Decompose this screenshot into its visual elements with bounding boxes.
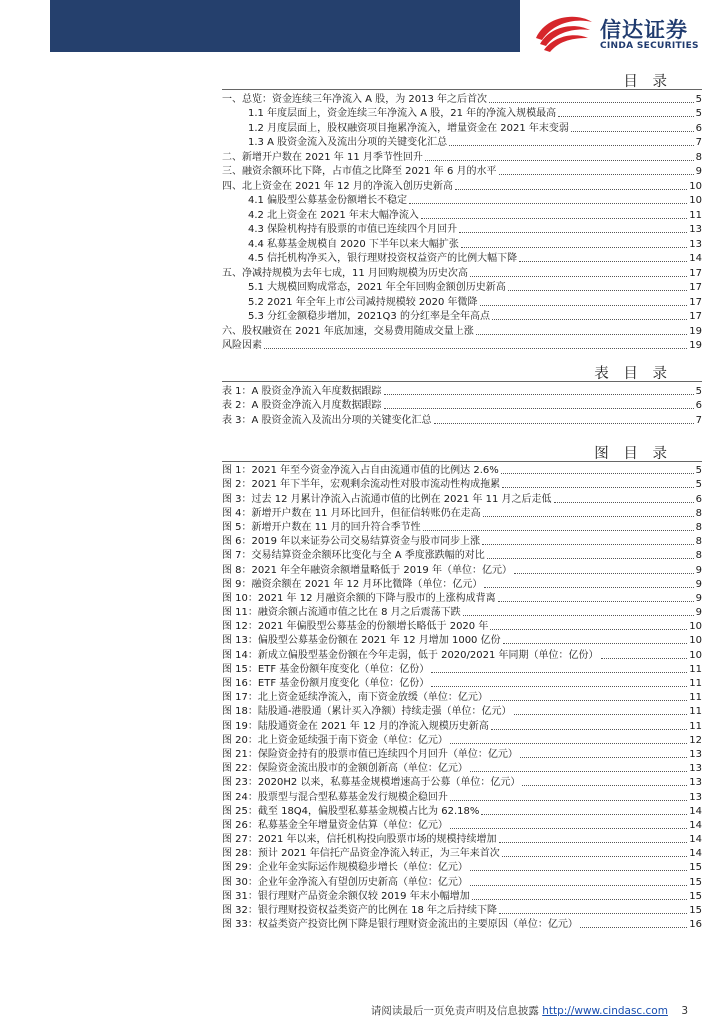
figure-entry-label: 图 31：银行理财产品资金余额仅较 2019 年末小幅增加 <box>222 890 470 902</box>
toc-entry-label: 1.2 月度层面上，股权融资项目拖累净流入，增量资金在 2021 年末变弱 <box>248 122 569 134</box>
figure-entry-label: 图 14：新成立偏股型基金份额在今年走弱，低于 2020/2021 年同期（单位：亿份） <box>222 649 599 661</box>
figure-entry-page: 14 <box>689 819 702 831</box>
figure-entry[interactable] <box>222 562 702 576</box>
dot-leader <box>482 544 693 545</box>
figure-entry-label: 图 16：ETF 基金份额月度变化（单位：亿份） <box>222 678 430 689</box>
figure-entry-label: 图 13：偏股型公募基金份额在 2021 年 12 月增加 1000 亿份 <box>222 635 501 647</box>
figure-entry-page: 14 <box>689 848 702 860</box>
table-entry-page: 5 <box>695 385 702 397</box>
toc-entry-page: 19 <box>689 325 702 337</box>
dot-leader <box>470 276 687 277</box>
toc-entry-label: 5.2 2021 年全年上市公司减持规模较 2020 年微降 <box>248 296 478 308</box>
figure-entry-label: 图 9：融资余额在 2021 年 12 月环比微降（单位：亿元） <box>222 578 483 590</box>
figure-entry[interactable] <box>222 718 702 732</box>
toc-entry[interactable] <box>222 338 702 353</box>
dot-leader <box>450 828 687 829</box>
figure-entry-label: 图 24：股票型与混合型私募基金发行规模企稳回升 <box>222 791 448 803</box>
dot-leader <box>484 587 693 588</box>
figure-entry-label: 图 6：2019 年以来证券公司交易结算资金与股市同步上涨 <box>222 536 481 548</box>
table-entry-page: 7 <box>695 414 702 426</box>
figure-entry-label: 图 19：陆股通资金在 2021 年 12 月的净流入规模历史新高 <box>222 720 489 732</box>
dot-leader <box>470 771 687 772</box>
figure-entry[interactable] <box>222 477 702 491</box>
dot-leader <box>522 785 687 786</box>
dot-leader <box>502 487 693 488</box>
figure-entry-page: 11 <box>689 720 702 732</box>
toc-entry-label: 1.1 年度层面上，资金连续三年净流入 A 股，21 年的净流入规模最高 <box>248 108 557 119</box>
figures-list <box>222 463 702 931</box>
figure-entry-label: 图 27：2021 年以来，信托机构投向股票市场的规模持续增加 <box>222 834 497 846</box>
dot-leader <box>492 319 687 320</box>
table-entry-label: 表 3：A 股资金流入及流出分项的关键变化汇总 <box>222 414 432 426</box>
dot-leader <box>580 927 687 928</box>
figure-entry-page: 9 <box>695 564 702 576</box>
toc-entry-label: 风险因素 <box>222 340 262 351</box>
dot-leader <box>508 290 688 291</box>
dot-leader <box>472 899 688 900</box>
toc-divider <box>222 89 702 90</box>
dot-leader <box>483 516 694 517</box>
dot-leader <box>490 700 687 701</box>
toc-entry-label: 5.3 分红金额稳步增加，2021Q3 的分红率是全年高点 <box>248 311 490 322</box>
figures-title: 图 目 录 <box>594 446 672 462</box>
dot-leader <box>431 672 687 673</box>
figure-entry-label: 图 7：交易结算资金余额环比变化与全 A 季度涨跌幅的对比 <box>222 550 485 562</box>
dot-leader <box>384 408 694 409</box>
dot-leader <box>423 530 694 531</box>
dot-leader <box>470 885 687 886</box>
figure-entry-page: 13 <box>689 763 702 775</box>
logo-english-name: CINDA SECURITIES <box>600 41 699 51</box>
figure-entry-label: 图 17：北上资金延续净流入，南下资金放缓（单位：亿元） <box>222 692 488 704</box>
figure-entry-page: 8 <box>695 536 702 548</box>
toc-entry-page: 17 <box>689 296 702 308</box>
dot-leader <box>470 870 687 871</box>
toc-entry-page: 8 <box>695 151 702 163</box>
figure-entry-page: 9 <box>695 578 702 590</box>
dot-leader <box>571 131 694 132</box>
figure-entry-label: 图 28：预计 2021 年信托产品资金净流入转正，为三年来首次 <box>222 848 500 860</box>
figure-entry[interactable] <box>222 619 702 633</box>
figure-entry[interactable] <box>222 491 702 505</box>
figure-entry[interactable] <box>222 662 702 676</box>
cinda-logo <box>532 12 712 52</box>
logo-mark-icon <box>532 12 594 52</box>
toc-entry[interactable] <box>222 164 702 179</box>
dot-leader <box>499 174 694 175</box>
table-entry[interactable] <box>222 412 702 427</box>
dot-leader <box>520 757 687 758</box>
dot-leader <box>459 232 687 233</box>
toc-entry[interactable] <box>222 207 702 222</box>
toc-entry[interactable] <box>222 222 702 237</box>
dot-leader <box>499 842 688 843</box>
toc-entry-page: 17 <box>689 267 702 279</box>
figure-entry-page: 13 <box>689 791 702 803</box>
dot-leader <box>450 800 687 801</box>
figure-entry[interactable] <box>222 463 702 477</box>
table-entry-page: 6 <box>695 400 702 411</box>
page-number: 3 <box>681 1005 688 1017</box>
toc-entry-page: 14 <box>689 253 702 264</box>
toc-entry[interactable] <box>222 149 702 164</box>
dot-leader <box>558 116 693 117</box>
figure-entry-label: 图 20：北上资金延续强于南下资金（单位：亿元） <box>222 734 448 746</box>
figure-entry-page: 8 <box>695 521 702 533</box>
figure-entry[interactable] <box>222 690 702 704</box>
figure-entry[interactable] <box>222 860 702 874</box>
figure-entry-label: 图 26：私募基金全年增量资金估算（单位：亿元） <box>222 819 448 831</box>
tables-title: 表 目 录 <box>594 366 672 382</box>
figure-entry[interactable] <box>222 647 702 661</box>
figure-entry[interactable] <box>222 818 702 832</box>
figure-entry-label: 图 4：新增开户数在 11 月环比回升，但征信转账仍在走高 <box>222 507 481 519</box>
figure-entry-page: 15 <box>689 890 702 902</box>
figure-entry-page: 8 <box>695 550 702 562</box>
figure-entry[interactable] <box>222 548 702 562</box>
toc-entry-label: 三、融资余额环比下降，占市值之比降至 2021 年 6 月的水平 <box>222 166 497 177</box>
toc-entry-page: 11 <box>689 209 702 221</box>
table-entry-label: 表 2：A 股资金净流入月度数据跟踪 <box>222 400 382 411</box>
header-bar <box>50 0 520 52</box>
toc-entry[interactable] <box>222 91 702 106</box>
page-footer <box>371 1003 688 1018</box>
figure-entry[interactable] <box>222 676 702 690</box>
dot-leader <box>434 423 694 424</box>
figure-entry[interactable] <box>222 747 702 761</box>
toc-entry-label: 五、净减持规模为去年七成，11 月回购规模为历史次高 <box>222 267 468 279</box>
toc-entry[interactable] <box>222 236 702 251</box>
figure-entry-label: 图 15：ETF 基金份额年度变化（单位：亿份） <box>222 663 430 675</box>
figure-entry[interactable] <box>222 591 702 605</box>
dot-leader <box>499 913 687 914</box>
figure-entry[interactable] <box>222 789 702 803</box>
figure-entry-label: 图 22：保险资金流出股市的金额创新高（单位：亿元） <box>222 763 468 775</box>
figure-entry[interactable] <box>222 733 702 747</box>
dot-leader <box>487 558 694 559</box>
dot-leader <box>463 615 694 616</box>
dot-leader <box>449 145 694 146</box>
tables-list <box>222 383 702 427</box>
table-entry[interactable] <box>222 398 702 413</box>
figure-entry-label: 图 21：保险资金持有的股票市值已连续四个月回升（单位：亿元） <box>222 748 518 760</box>
dot-leader <box>431 686 687 687</box>
figure-entry-label: 图 10：2021 年 12 月融资余额的下降与股市的上涨构成背离 <box>222 592 496 604</box>
toc-entry-label: 一、总览：资金连续三年净流入 A 股，为 2013 年之后首次 <box>222 93 488 105</box>
dot-leader <box>501 473 694 474</box>
figure-entry-label: 图 32：银行理财投资权益类资产的比例在 18 年之后持续下降 <box>222 905 497 916</box>
toc-entry-label: 4.3 保险机构持有股票的市值已连续四个月回升 <box>248 224 458 235</box>
table-entry-label: 表 1：A 股资金净流入年度数据跟踪 <box>222 385 382 397</box>
figure-entry[interactable] <box>222 761 702 775</box>
figure-entry-page: 5 <box>695 465 702 477</box>
toc-entry[interactable] <box>222 251 702 266</box>
figure-entry-label: 图 12：2021 年偏股型公募基金的份额增长略低于 2020 年 <box>222 621 489 633</box>
figure-entry[interactable] <box>222 704 702 718</box>
logo-chinese-name: 信达证券 <box>600 18 688 42</box>
figure-entry-label: 图 23：2020H2 以来，私募基金规模增速高于公募（单位：亿元） <box>222 777 521 789</box>
dot-leader <box>554 502 694 503</box>
figure-entry-page: 16 <box>689 919 702 931</box>
figure-entry[interactable] <box>222 577 702 591</box>
toc-entry[interactable] <box>222 294 702 309</box>
tables-divider <box>222 381 702 382</box>
toc-entry-page: 9 <box>695 166 702 177</box>
dot-leader <box>490 629 687 630</box>
dot-leader <box>461 247 687 248</box>
toc-entry[interactable] <box>222 265 702 280</box>
dot-leader <box>264 348 687 349</box>
dot-leader <box>519 261 687 262</box>
toc-entry[interactable] <box>222 135 702 150</box>
toc-entry[interactable] <box>222 309 702 324</box>
figure-entry-page: 15 <box>689 905 702 916</box>
toc-entry-page: 17 <box>689 311 702 322</box>
figure-entry-label: 图 11：融资余额占流通市值之比在 8 月之后震荡下跌 <box>222 607 461 619</box>
dot-leader <box>498 601 694 602</box>
toc-entry[interactable] <box>222 178 702 193</box>
figure-entry[interactable] <box>222 846 702 860</box>
toc-entry-page: 10 <box>689 180 702 192</box>
dot-leader <box>502 856 688 857</box>
toc-entry-page: 13 <box>689 224 702 235</box>
figure-entry-label: 图 5：新增开户数在 11 月的回升符合季节性 <box>222 521 421 533</box>
toc-entry-page: 13 <box>689 238 702 250</box>
figure-entry-page: 15 <box>689 876 702 888</box>
toc-entry-label: 四、北上资金在 2021 年 12 月的净流入创历史新高 <box>222 180 453 192</box>
figure-entry-page: 10 <box>689 635 702 647</box>
dot-leader <box>384 394 694 395</box>
figure-entry[interactable] <box>222 804 702 818</box>
toc-entry-page: 19 <box>689 340 702 351</box>
figure-entry-page: 13 <box>689 777 702 789</box>
toc-entry[interactable] <box>222 120 702 135</box>
disclaimer-note: 请阅读最后一页免责声明及信息披露 <box>370 1005 539 1017</box>
toc-entry[interactable] <box>222 193 702 208</box>
figure-entry-page: 8 <box>695 507 702 519</box>
figure-entry-page: 10 <box>689 621 702 633</box>
toc-entry-label: 4.4 私募基金规模自 2020 下半年以来大幅扩张 <box>248 238 459 250</box>
figure-entry[interactable] <box>222 775 702 789</box>
figure-entry[interactable] <box>222 633 702 647</box>
toc-entry-page: 6 <box>695 122 702 134</box>
toc-entry-page: 5 <box>695 93 702 105</box>
figure-entry[interactable] <box>222 520 702 534</box>
toc-entry-label: 二、新增开户数在 2021 年 11 月季节性回升 <box>222 151 423 163</box>
dot-leader <box>409 203 687 204</box>
figure-entry-page: 15 <box>689 862 702 874</box>
figure-entry-page: 11 <box>689 678 702 689</box>
toc-entry-label: 5.1 大规模回购成常态，2021 年全年回购金额创历史新高 <box>248 282 506 293</box>
figure-entry-page: 9 <box>695 607 702 619</box>
toc-entry-page: 7 <box>695 137 702 148</box>
toc-entry-label: 4.5 信托机构净买入，银行理财投资权益资产的比例大幅下降 <box>248 253 518 264</box>
figure-entry-label: 图 8：2021 年全年融资余额增量略低于 2019 年（单位：亿元） <box>222 564 512 576</box>
figure-entry-page: 14 <box>689 805 702 817</box>
figure-entry-label: 图 1：2021 年至今资金净流入占自由流通市值的比例达 2.6% <box>222 465 499 477</box>
figure-entry-label: 图 3：过去 12 月累计净流入占流通市值的比例在 2021 年 11 月之后走低 <box>222 493 552 505</box>
figure-entry-label: 图 30：企业年金净流入有望创历史新高（单位：亿元） <box>222 876 468 888</box>
figure-entry[interactable] <box>222 903 702 917</box>
toc-list <box>222 91 702 352</box>
toc-title: 目 录 <box>623 74 672 90</box>
dot-leader <box>514 573 694 574</box>
dot-leader <box>514 714 688 715</box>
dot-leader <box>481 814 687 815</box>
toc-entry-page: 5 <box>695 108 702 119</box>
toc-entry-page: 17 <box>689 282 702 293</box>
figures-divider <box>222 461 702 462</box>
figure-entry[interactable] <box>222 832 702 846</box>
toc-entry-page: 10 <box>689 195 702 206</box>
dot-leader <box>601 658 688 659</box>
figure-entry-page: 9 <box>695 592 702 604</box>
dot-leader <box>476 334 687 335</box>
figure-entry[interactable] <box>222 605 702 619</box>
figure-entry-label: 图 2：2021 年下半年，宏观剩余流动性对股市流动性构成拖累 <box>222 479 501 491</box>
figure-entry-page: 6 <box>695 493 702 505</box>
figure-entry-page: 12 <box>689 734 702 746</box>
website-link[interactable]: http://www.cindasc.com <box>542 1005 668 1017</box>
figure-entry-page: 10 <box>689 649 702 661</box>
figure-entry-label: 图 33：权益类资产投资比例下降是银行理财资金流出的主要原因（单位：亿元） <box>222 919 578 931</box>
dot-leader <box>455 189 687 190</box>
toc-entry-label: 4.1 偏股型公募基金份额增长不稳定 <box>248 195 408 206</box>
dot-leader <box>491 729 687 730</box>
figure-entry-label: 图 18：陆股通-港股通（累计买入净额）持续走强（单位：亿元） <box>222 706 512 718</box>
dot-leader <box>503 643 688 644</box>
dot-leader <box>425 160 694 161</box>
dot-leader <box>421 218 687 219</box>
figure-entry-label: 图 29：企业年金实际运作规模稳步增长（单位：亿元） <box>222 862 468 874</box>
toc-entry-label: 4.2 北上资金在 2021 年末大幅净流入 <box>248 209 419 221</box>
figure-entry-page: 14 <box>689 834 702 846</box>
toc-entry[interactable] <box>222 280 702 295</box>
toc-entry-label: 六、股权融资在 2021 年底加速，交易费用随成交量上涨 <box>222 325 474 337</box>
dot-leader <box>450 743 687 744</box>
figure-entry[interactable] <box>222 889 702 903</box>
figure-entry-page: 13 <box>689 748 702 760</box>
figure-entry-label: 图 25：截至 18Q4，偏股型私募基金规模占比为 62.18% <box>222 805 480 817</box>
figure-entry[interactable] <box>222 506 702 520</box>
toc-entry[interactable] <box>222 323 702 338</box>
toc-entry-label: 1.3 A 股资金流入及流出分项的关键变化汇总 <box>248 137 448 148</box>
figure-entry-page: 11 <box>689 663 702 675</box>
figure-entry[interactable] <box>222 874 702 888</box>
figure-entry[interactable] <box>222 917 702 931</box>
dot-leader <box>480 305 688 306</box>
figure-entry[interactable] <box>222 534 702 548</box>
figure-entry-page: 11 <box>689 692 702 704</box>
figure-entry-page: 5 <box>695 479 702 491</box>
toc-entry[interactable] <box>222 106 702 121</box>
dot-leader <box>489 102 694 103</box>
figure-entry-page: 11 <box>689 706 702 718</box>
table-entry[interactable] <box>222 383 702 398</box>
